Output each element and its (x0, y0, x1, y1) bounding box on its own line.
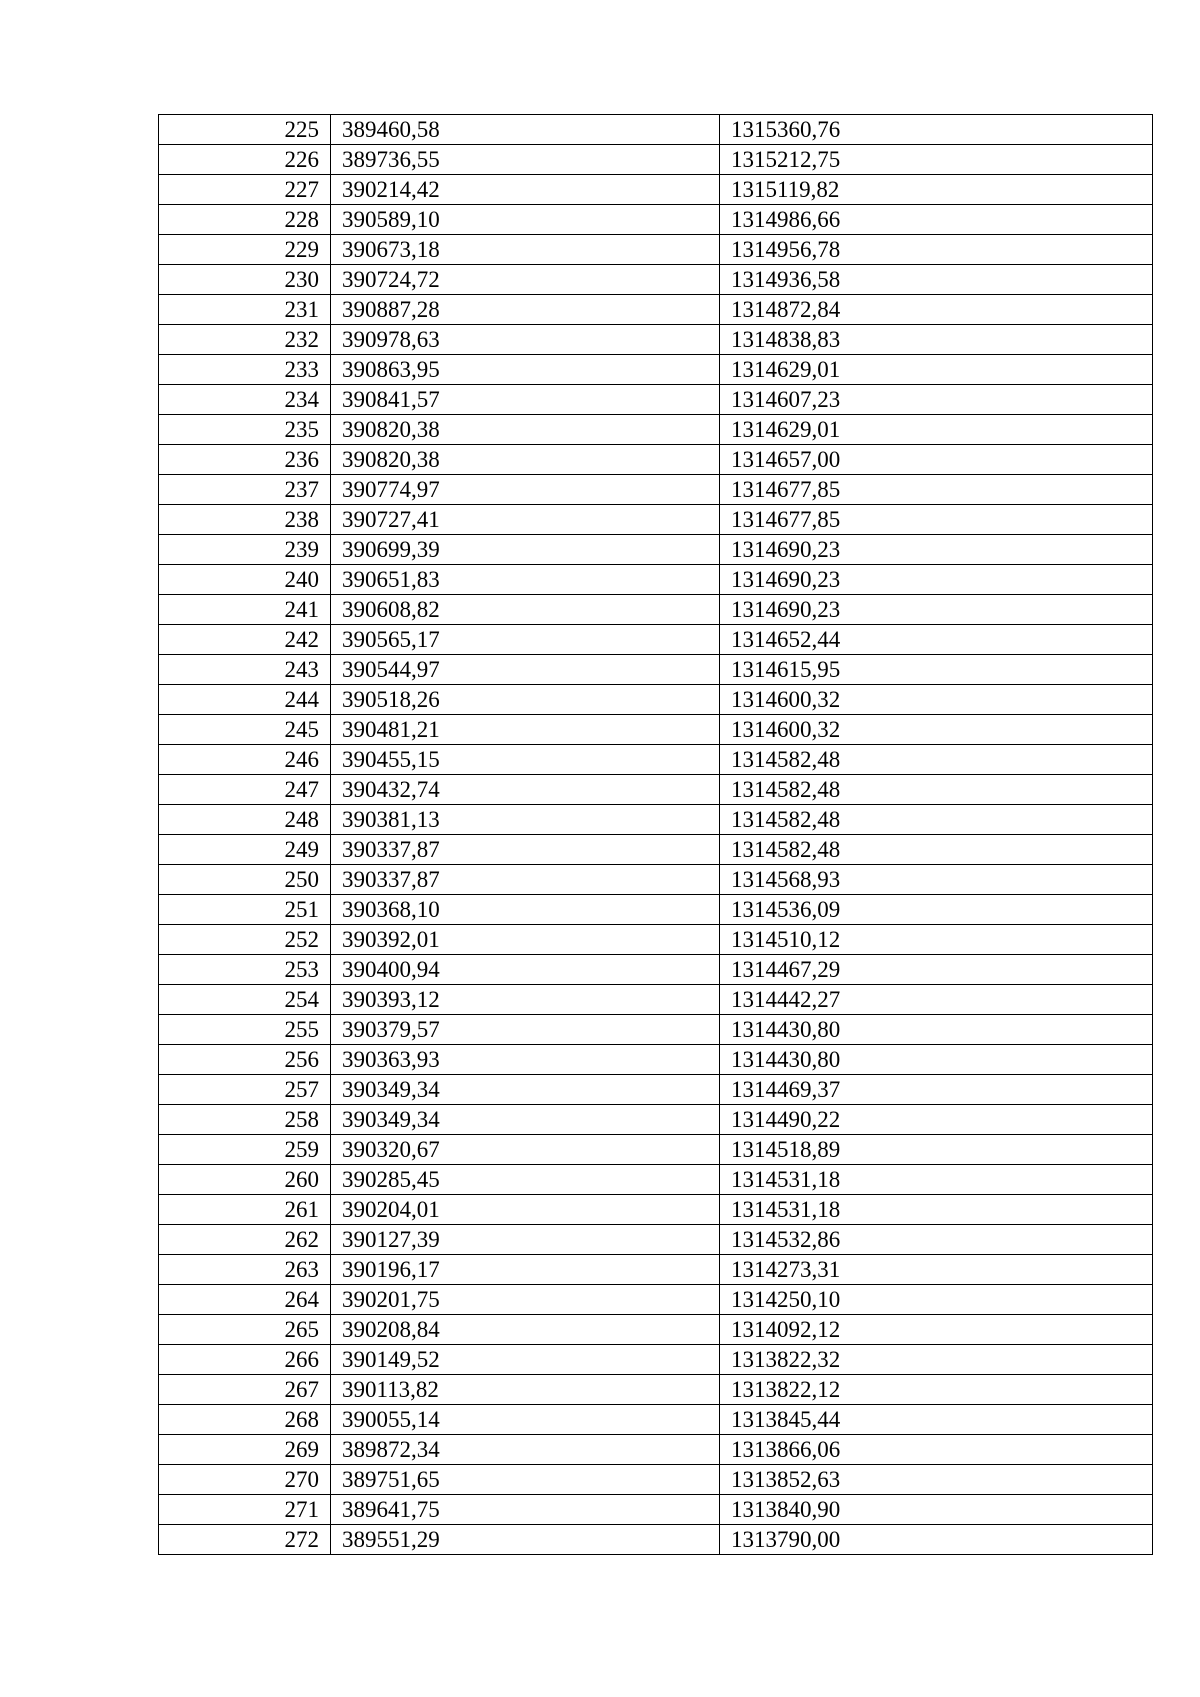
y-coordinate-cell: 1314936,58 (720, 265, 1153, 295)
x-coordinate-cell: 389736,55 (331, 145, 720, 175)
x-coordinate-cell: 390208,84 (331, 1315, 720, 1345)
y-coordinate-cell: 1314607,23 (720, 385, 1153, 415)
table-row (159, 415, 1153, 445)
table-row (159, 1405, 1153, 1435)
table-row (159, 1165, 1153, 1195)
point-number-cell: 266 (159, 1345, 331, 1375)
y-coordinate-cell: 1313840,90 (720, 1495, 1153, 1525)
point-number-cell: 252 (159, 925, 331, 955)
x-coordinate-cell: 390544,97 (331, 655, 720, 685)
point-number-cell: 227 (159, 175, 331, 205)
table-row (159, 445, 1153, 475)
table-row (159, 205, 1153, 235)
point-number-cell: 261 (159, 1195, 331, 1225)
x-coordinate-cell: 390349,34 (331, 1075, 720, 1105)
point-number-cell: 234 (159, 385, 331, 415)
table-row (159, 985, 1153, 1015)
table-row (159, 1285, 1153, 1315)
point-number-cell: 250 (159, 865, 331, 895)
x-coordinate-cell: 390127,39 (331, 1225, 720, 1255)
x-coordinate-cell: 389641,75 (331, 1495, 720, 1525)
x-coordinate-cell: 389551,29 (331, 1525, 720, 1555)
y-coordinate-cell: 1313822,12 (720, 1375, 1153, 1405)
y-coordinate-cell: 1314273,31 (720, 1255, 1153, 1285)
x-coordinate-cell: 390699,39 (331, 535, 720, 565)
point-number-cell: 270 (159, 1465, 331, 1495)
table-row (159, 745, 1153, 775)
x-coordinate-cell: 390392,01 (331, 925, 720, 955)
y-coordinate-cell: 1315212,75 (720, 145, 1153, 175)
x-coordinate-cell: 390349,34 (331, 1105, 720, 1135)
point-number-cell: 253 (159, 955, 331, 985)
y-coordinate-cell: 1314467,29 (720, 955, 1153, 985)
y-coordinate-cell: 1314652,44 (720, 625, 1153, 655)
table-row (159, 1465, 1153, 1495)
table-row (159, 1315, 1153, 1345)
x-coordinate-cell: 390589,10 (331, 205, 720, 235)
table-row (159, 655, 1153, 685)
y-coordinate-cell: 1314531,18 (720, 1165, 1153, 1195)
table-row (159, 115, 1153, 145)
coordinates-table-body (159, 115, 1153, 1555)
table-row (159, 1495, 1153, 1525)
y-coordinate-cell: 1314510,12 (720, 925, 1153, 955)
point-number-cell: 242 (159, 625, 331, 655)
y-coordinate-cell: 1314690,23 (720, 535, 1153, 565)
point-number-cell: 237 (159, 475, 331, 505)
point-number-cell: 265 (159, 1315, 331, 1345)
table-row (159, 1375, 1153, 1405)
table-row (159, 1225, 1153, 1255)
y-coordinate-cell: 1314600,32 (720, 715, 1153, 745)
table-row (159, 595, 1153, 625)
y-coordinate-cell: 1314568,93 (720, 865, 1153, 895)
point-number-cell: 259 (159, 1135, 331, 1165)
table-row (159, 535, 1153, 565)
point-number-cell: 268 (159, 1405, 331, 1435)
y-coordinate-cell: 1314629,01 (720, 415, 1153, 445)
x-coordinate-cell: 389460,58 (331, 115, 720, 145)
point-number-cell: 225 (159, 115, 331, 145)
y-coordinate-cell: 1314518,89 (720, 1135, 1153, 1165)
x-coordinate-cell: 389872,34 (331, 1435, 720, 1465)
table-row (159, 925, 1153, 955)
point-number-cell: 272 (159, 1525, 331, 1555)
x-coordinate-cell: 390432,74 (331, 775, 720, 805)
y-coordinate-cell: 1314582,48 (720, 805, 1153, 835)
point-number-cell: 267 (159, 1375, 331, 1405)
table-row (159, 775, 1153, 805)
x-coordinate-cell: 390887,28 (331, 295, 720, 325)
table-row (159, 145, 1153, 175)
table-row (159, 385, 1153, 415)
y-coordinate-cell: 1314531,18 (720, 1195, 1153, 1225)
point-number-cell: 246 (159, 745, 331, 775)
table-row (159, 325, 1153, 355)
table-row (159, 1435, 1153, 1465)
x-coordinate-cell: 390820,38 (331, 445, 720, 475)
point-number-cell: 269 (159, 1435, 331, 1465)
point-number-cell: 243 (159, 655, 331, 685)
x-coordinate-cell: 389751,65 (331, 1465, 720, 1495)
point-number-cell: 260 (159, 1165, 331, 1195)
point-number-cell: 235 (159, 415, 331, 445)
y-coordinate-cell: 1315119,82 (720, 175, 1153, 205)
table-row (159, 955, 1153, 985)
point-number-cell: 228 (159, 205, 331, 235)
point-number-cell: 229 (159, 235, 331, 265)
y-coordinate-cell: 1314469,37 (720, 1075, 1153, 1105)
point-number-cell: 232 (159, 325, 331, 355)
point-number-cell: 241 (159, 595, 331, 625)
x-coordinate-cell: 390055,14 (331, 1405, 720, 1435)
table-row (159, 805, 1153, 835)
x-coordinate-cell: 390320,67 (331, 1135, 720, 1165)
y-coordinate-cell: 1313866,06 (720, 1435, 1153, 1465)
x-coordinate-cell: 390337,87 (331, 865, 720, 895)
y-coordinate-cell: 1314872,84 (720, 295, 1153, 325)
x-coordinate-cell: 390393,12 (331, 985, 720, 1015)
y-coordinate-cell: 1314442,27 (720, 985, 1153, 1015)
point-number-cell: 236 (159, 445, 331, 475)
point-number-cell: 251 (159, 895, 331, 925)
x-coordinate-cell: 390774,97 (331, 475, 720, 505)
point-number-cell: 239 (159, 535, 331, 565)
x-coordinate-cell: 390978,63 (331, 325, 720, 355)
x-coordinate-cell: 390204,01 (331, 1195, 720, 1225)
table-row (159, 235, 1153, 265)
y-coordinate-cell: 1314615,95 (720, 655, 1153, 685)
y-coordinate-cell: 1315360,76 (720, 115, 1153, 145)
table-row (159, 1135, 1153, 1165)
y-coordinate-cell: 1314838,83 (720, 325, 1153, 355)
point-number-cell: 231 (159, 295, 331, 325)
point-number-cell: 230 (159, 265, 331, 295)
point-number-cell: 263 (159, 1255, 331, 1285)
y-coordinate-cell: 1314582,48 (720, 745, 1153, 775)
table-row (159, 1075, 1153, 1105)
point-number-cell: 271 (159, 1495, 331, 1525)
x-coordinate-cell: 390381,13 (331, 805, 720, 835)
x-coordinate-cell: 390214,42 (331, 175, 720, 205)
point-number-cell: 226 (159, 145, 331, 175)
y-coordinate-cell: 1313845,44 (720, 1405, 1153, 1435)
table-row (159, 1195, 1153, 1225)
x-coordinate-cell: 390724,72 (331, 265, 720, 295)
table-row (159, 625, 1153, 655)
x-coordinate-cell: 390149,52 (331, 1345, 720, 1375)
y-coordinate-cell: 1314582,48 (720, 835, 1153, 865)
x-coordinate-cell: 390379,57 (331, 1015, 720, 1045)
x-coordinate-cell: 390201,75 (331, 1285, 720, 1315)
x-coordinate-cell: 390820,38 (331, 415, 720, 445)
y-coordinate-cell: 1314690,23 (720, 565, 1153, 595)
table-row (159, 1105, 1153, 1135)
point-number-cell: 258 (159, 1105, 331, 1135)
point-number-cell: 248 (159, 805, 331, 835)
table-row (159, 1345, 1153, 1375)
table-row (159, 865, 1153, 895)
point-number-cell: 240 (159, 565, 331, 595)
x-coordinate-cell: 390727,41 (331, 505, 720, 535)
table-row (159, 175, 1153, 205)
table-row (159, 1045, 1153, 1075)
table-row (159, 1015, 1153, 1045)
table-row (159, 355, 1153, 385)
point-number-cell: 264 (159, 1285, 331, 1315)
y-coordinate-cell: 1314600,32 (720, 685, 1153, 715)
x-coordinate-cell: 390651,83 (331, 565, 720, 595)
x-coordinate-cell: 390337,87 (331, 835, 720, 865)
coordinates-table (158, 114, 1153, 1555)
point-number-cell: 233 (159, 355, 331, 385)
y-coordinate-cell: 1314430,80 (720, 1045, 1153, 1075)
y-coordinate-cell: 1313790,00 (720, 1525, 1153, 1555)
x-coordinate-cell: 390400,94 (331, 955, 720, 985)
y-coordinate-cell: 1314490,22 (720, 1105, 1153, 1135)
x-coordinate-cell: 390673,18 (331, 235, 720, 265)
table-row (159, 265, 1153, 295)
y-coordinate-cell: 1314677,85 (720, 475, 1153, 505)
y-coordinate-cell: 1314956,78 (720, 235, 1153, 265)
point-number-cell: 238 (159, 505, 331, 535)
x-coordinate-cell: 390363,93 (331, 1045, 720, 1075)
table-row (159, 475, 1153, 505)
x-coordinate-cell: 390481,21 (331, 715, 720, 745)
y-coordinate-cell: 1314657,00 (720, 445, 1153, 475)
x-coordinate-cell: 390455,15 (331, 745, 720, 775)
y-coordinate-cell: 1314677,85 (720, 505, 1153, 535)
x-coordinate-cell: 390518,26 (331, 685, 720, 715)
point-number-cell: 256 (159, 1045, 331, 1075)
table-row (159, 1255, 1153, 1285)
y-coordinate-cell: 1314250,10 (720, 1285, 1153, 1315)
x-coordinate-cell: 390565,17 (331, 625, 720, 655)
point-number-cell: 262 (159, 1225, 331, 1255)
y-coordinate-cell: 1314629,01 (720, 355, 1153, 385)
x-coordinate-cell: 390285,45 (331, 1165, 720, 1195)
x-coordinate-cell: 390841,57 (331, 385, 720, 415)
y-coordinate-cell: 1314582,48 (720, 775, 1153, 805)
y-coordinate-cell: 1314532,86 (720, 1225, 1153, 1255)
point-number-cell: 245 (159, 715, 331, 745)
y-coordinate-cell: 1314430,80 (720, 1015, 1153, 1045)
table-row (159, 295, 1153, 325)
y-coordinate-cell: 1313852,63 (720, 1465, 1153, 1495)
table-row (159, 1525, 1153, 1555)
point-number-cell: 257 (159, 1075, 331, 1105)
x-coordinate-cell: 390368,10 (331, 895, 720, 925)
y-coordinate-cell: 1314092,12 (720, 1315, 1153, 1345)
table-row (159, 565, 1153, 595)
x-coordinate-cell: 390196,17 (331, 1255, 720, 1285)
y-coordinate-cell: 1314536,09 (720, 895, 1153, 925)
x-coordinate-cell: 390113,82 (331, 1375, 720, 1405)
point-number-cell: 249 (159, 835, 331, 865)
x-coordinate-cell: 390608,82 (331, 595, 720, 625)
point-number-cell: 255 (159, 1015, 331, 1045)
table-row (159, 715, 1153, 745)
x-coordinate-cell: 390863,95 (331, 355, 720, 385)
y-coordinate-cell: 1314690,23 (720, 595, 1153, 625)
table-row (159, 835, 1153, 865)
table-row (159, 685, 1153, 715)
point-number-cell: 244 (159, 685, 331, 715)
point-number-cell: 247 (159, 775, 331, 805)
y-coordinate-cell: 1313822,32 (720, 1345, 1153, 1375)
table-row (159, 505, 1153, 535)
table-row (159, 895, 1153, 925)
point-number-cell: 254 (159, 985, 331, 1015)
y-coordinate-cell: 1314986,66 (720, 205, 1153, 235)
